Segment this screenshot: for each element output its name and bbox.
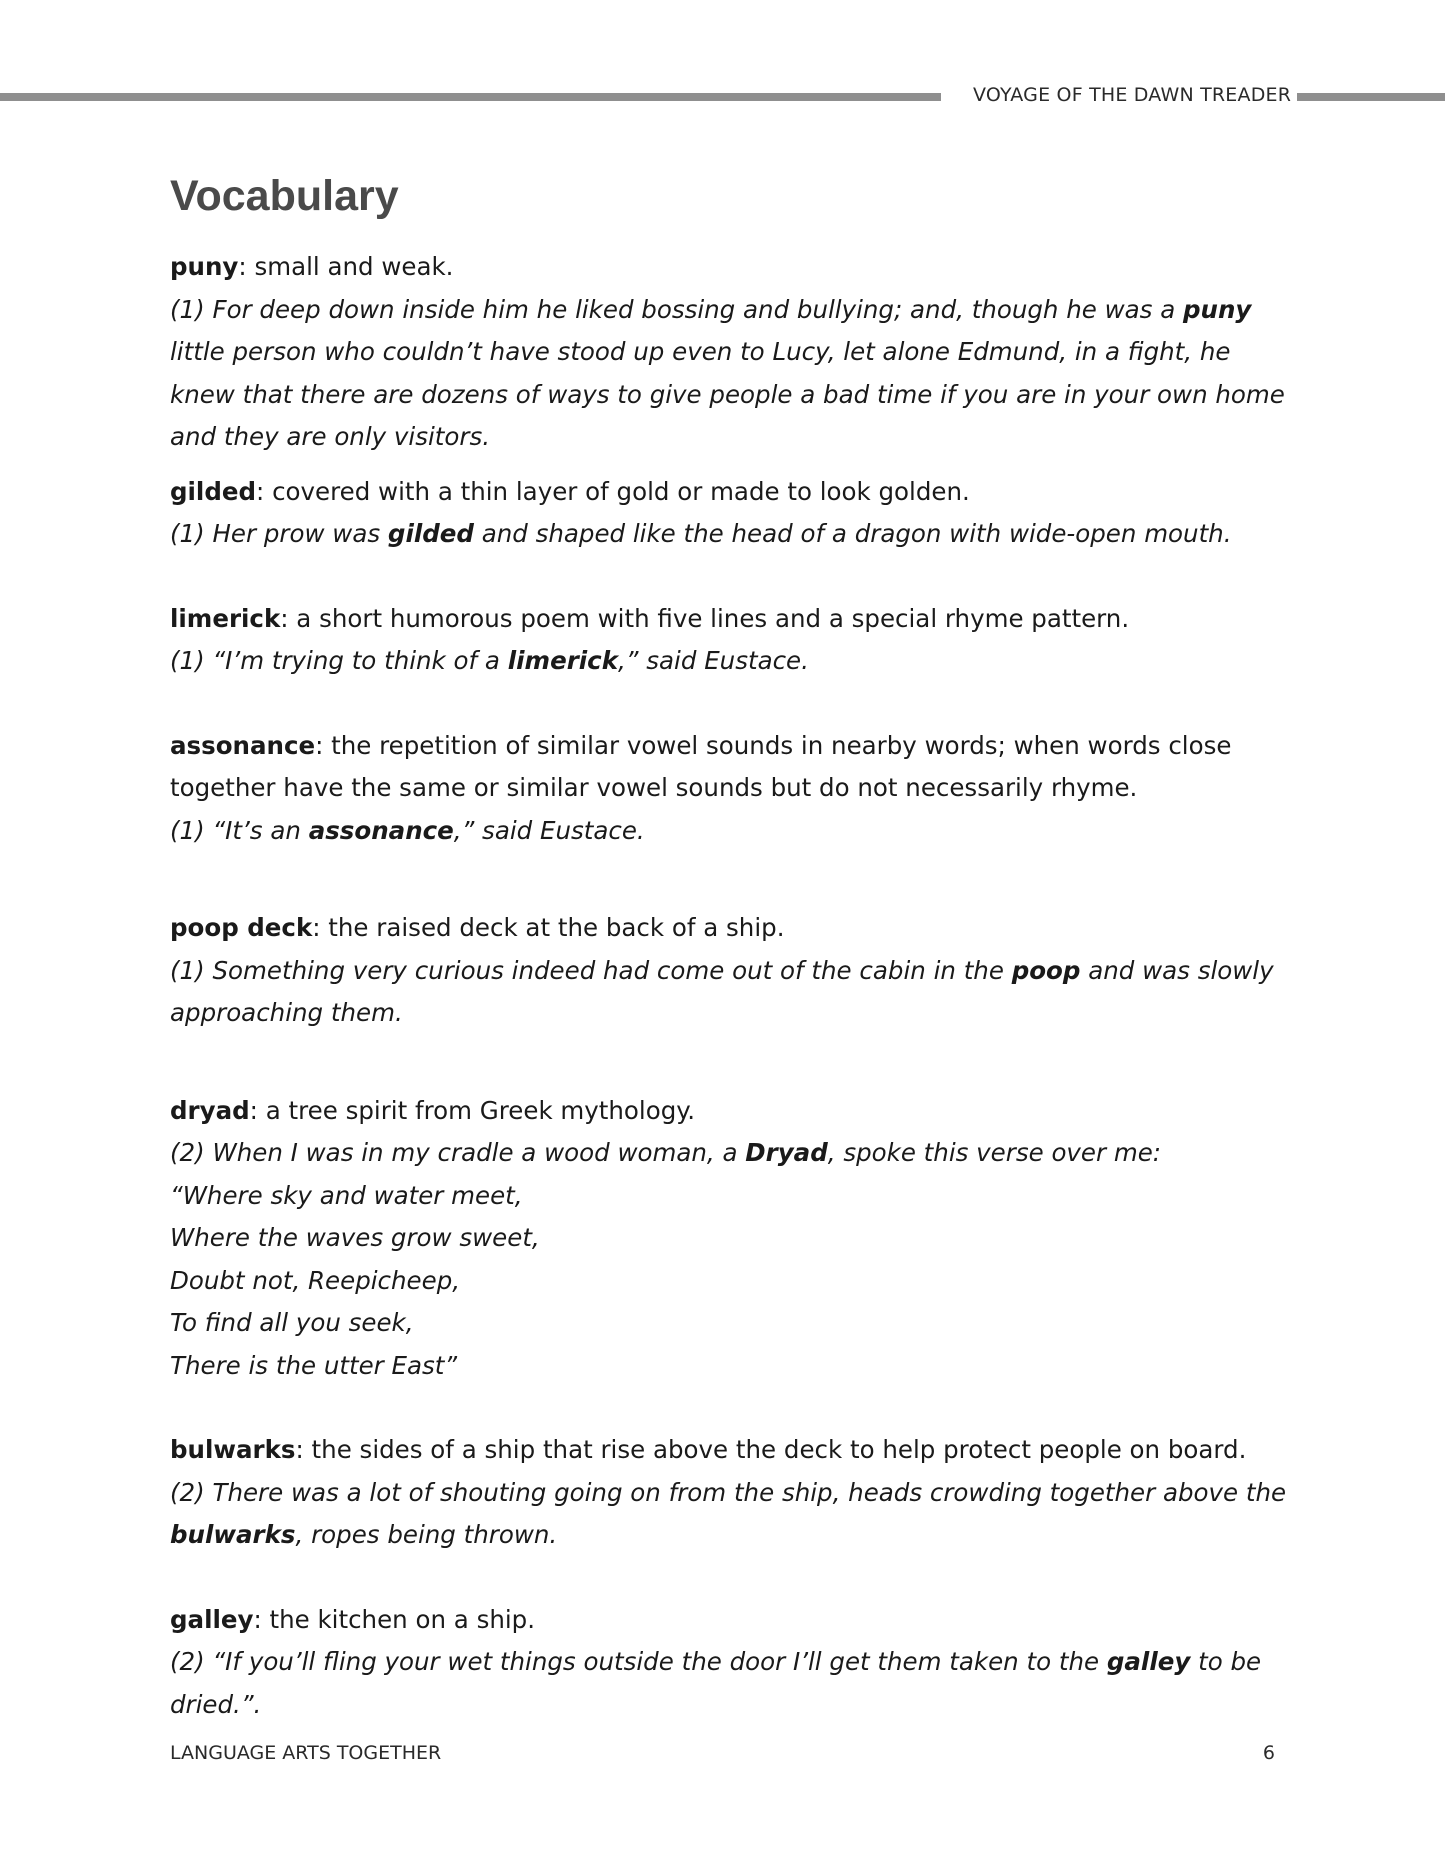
vocab-term: assonance (170, 730, 316, 760)
example-highlight: gilded (387, 519, 474, 548)
vocab-definition: : the raised deck at the back of a ship. (312, 913, 785, 942)
verse-line: “Where sky and water meet, (170, 1180, 523, 1210)
vocab-term: bulwarks (170, 1435, 296, 1464)
example-text: (1) “It’s an (170, 815, 309, 845)
example-text: ,” said Eustace. (618, 646, 809, 675)
vocab-term: dryad (170, 1095, 250, 1125)
vocab-term: gilded (170, 476, 257, 506)
vocab-definition: : covered with a thin layer of gold or made to look golden. (256, 476, 970, 506)
vocab-entry-puny (170, 246, 1290, 459)
vocab-definition: : the kitchen on a ship. (253, 1604, 536, 1634)
example-text: (1) Her prow was (170, 519, 388, 548)
example-sentence (170, 1641, 1290, 1726)
example-sentence (170, 513, 1290, 556)
example-highlight: limerick (507, 646, 618, 675)
vocab-term: galley (170, 1604, 254, 1634)
example-sentence (170, 1132, 1290, 1175)
example-text: and was slowly approaching them. (170, 955, 1274, 1027)
example-highlight: poop (1011, 955, 1081, 985)
vocab-entry-poop-deck (170, 907, 1290, 1035)
entry-definition-line (170, 725, 1290, 810)
vocab-definition: : small and weak. (238, 252, 454, 281)
entry-definition-line (170, 246, 1290, 289)
entry-definition-line (170, 907, 1290, 950)
vocab-entry-bulwarks (170, 1429, 1290, 1557)
example-text: (2) “If you’ll fling your wet things outside the door I’ll get them taken to the (170, 1647, 1107, 1676)
vocab-term: limerick (170, 603, 281, 633)
entry-definition-line (170, 1429, 1290, 1472)
vocab-term: puny (170, 252, 239, 281)
vocab-definition: : the sides of a ship that rise above the deck to help protect people on board. (295, 1435, 1247, 1464)
entry-definition-line (170, 1599, 1290, 1642)
entry-definition-line (170, 598, 1290, 641)
page-number: 6 (1262, 1742, 1275, 1764)
verse-line: To find all you seek, (170, 1308, 414, 1337)
vocab-entry-assonance (170, 725, 1290, 853)
header-rule-left (0, 93, 941, 101)
running-footer: LANGUAGE ARTS TOGETHER (170, 1742, 442, 1764)
example-text: little person who couldn’t have stood up even to Lucy, let alone Edmund, in a fight, he knew that there are dozens of ways to give people a bad time if you are in your own home and they are only visitors. (170, 337, 1285, 451)
entry-definition-line (170, 471, 1290, 514)
example-highlight: Dryad (745, 1138, 828, 1167)
example-text: (1) For deep down inside him he liked bossing and bullying; and, though he was a (170, 294, 1184, 324)
example-text: to be dried.”. (170, 1647, 1262, 1719)
example-sentence (170, 640, 1290, 683)
example-sentence (170, 1472, 1290, 1557)
vocab-entry-dryad (170, 1090, 1290, 1388)
vocab-term: poop deck (170, 913, 313, 942)
vocab-definition: : the repetition of similar vowel sounds in nearby words; when words close together have the same or similar vowel sounds but do not necessarily rhyme. (170, 730, 1232, 802)
example-highlight: bulwarks (170, 1520, 296, 1549)
example-text: , ropes being thrown. (295, 1520, 558, 1549)
header-rule-right (1297, 93, 1445, 101)
verse-line: Doubt not, Reepicheep, (170, 1265, 461, 1295)
vocab-definition: : a short humorous poem with five lines and a special rhyme pattern. (280, 603, 1130, 633)
vocab-entry-limerick (170, 598, 1290, 683)
example-highlight: assonance (308, 815, 454, 845)
vocab-definition: : a tree spirit from Greek mythology. (249, 1095, 696, 1125)
running-header: VOYAGE OF THE DAWN TREADER (973, 84, 1292, 106)
verse-line: Where the waves grow sweet, (170, 1223, 540, 1252)
example-highlight: puny (1183, 294, 1252, 324)
example-highlight: galley (1106, 1647, 1191, 1676)
example-sentence (170, 289, 1290, 459)
example-text: (2) There was a lot of shouting going on from the ship, heads crowding together above the (170, 1477, 1287, 1507)
example-text: , spoke this verse over me: (827, 1138, 1162, 1167)
example-sentence (170, 950, 1290, 1035)
entry-definition-line (170, 1090, 1290, 1133)
example-text: (1) “I’m trying to think of a (170, 646, 508, 675)
vocab-entry-galley (170, 1599, 1290, 1727)
example-text: (1) Something very curious indeed had come out of the cabin in the (170, 955, 1012, 985)
example-sentence (170, 810, 1290, 853)
example-text: ,” said Eustace. (453, 815, 645, 845)
page-content (170, 168, 1290, 1726)
example-text: and shaped like the head of a dragon with wide-open mouth. (473, 519, 1232, 548)
vocab-entry-gilded (170, 471, 1290, 556)
example-text: (2) When I was in my cradle a wood woman, a (170, 1138, 746, 1167)
page-title: Vocabulary (170, 172, 399, 220)
verse-line: There is the utter East” (170, 1350, 458, 1380)
